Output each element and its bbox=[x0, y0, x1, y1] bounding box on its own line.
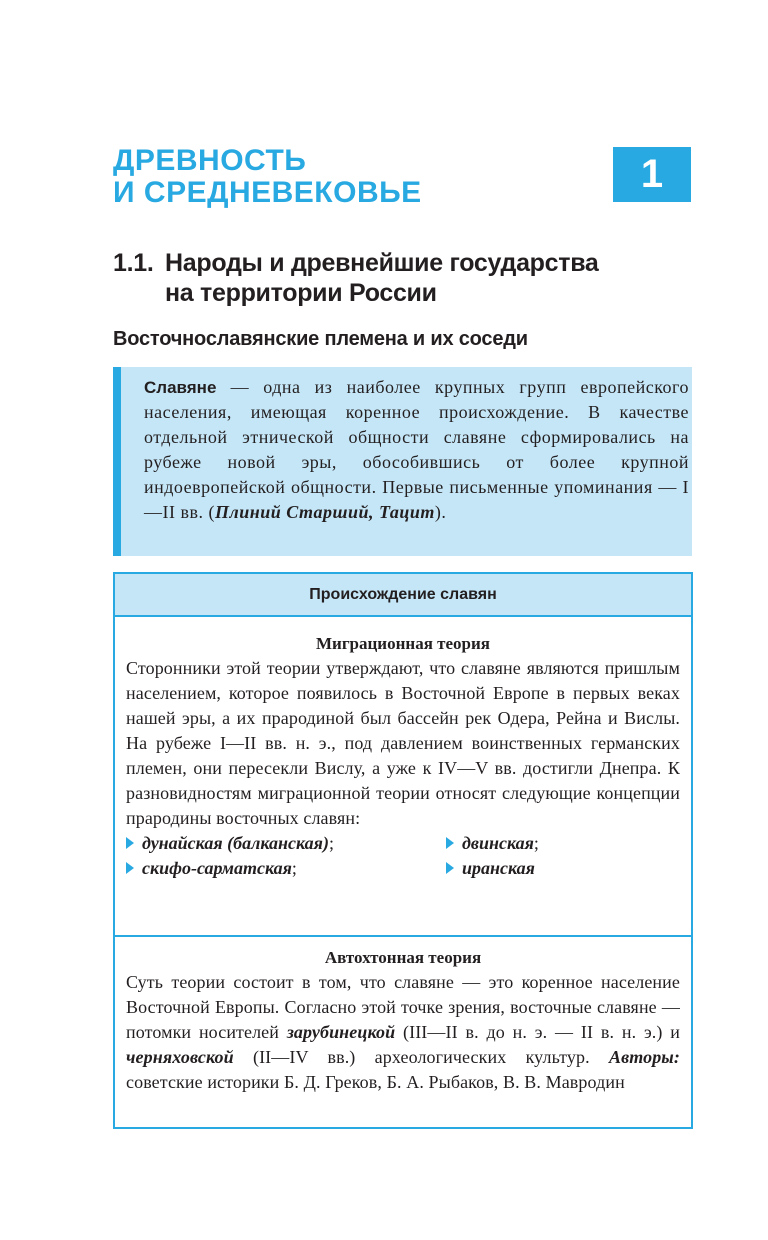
list-item bbox=[446, 831, 539, 856]
autochthonous-theory-cell bbox=[115, 937, 691, 1095]
concept-name: дунайская (балканская) bbox=[142, 833, 329, 853]
section-title-line-1: Народы и древнейшие государства bbox=[165, 249, 599, 277]
triangle-bullet-icon bbox=[446, 862, 454, 874]
list-item bbox=[126, 856, 297, 881]
definition-box bbox=[113, 367, 692, 556]
chapter-number-badge: 1 bbox=[613, 147, 691, 202]
origin-table bbox=[113, 572, 693, 1129]
triangle-bullet-icon bbox=[126, 837, 134, 849]
concept-name: двинская bbox=[462, 833, 534, 853]
authors-label: Авторы: bbox=[609, 1047, 680, 1067]
migration-theory-title: Миграционная теория bbox=[316, 634, 490, 653]
definition-term: Славяне bbox=[144, 378, 217, 397]
culture-chernyakhov: черняховской bbox=[126, 1047, 234, 1067]
concept-name: иранская bbox=[462, 858, 535, 878]
text-fragment: Суть теории состоит в том, что славяне — это коренное население Восточной Европы. Согласно этой точке зрения, восточные славяне — потомки носителей bbox=[126, 972, 680, 1042]
section-number: 1.1. bbox=[113, 249, 154, 277]
concept-sep: ; bbox=[533, 833, 539, 853]
concepts-list bbox=[126, 831, 680, 881]
list-item bbox=[446, 856, 535, 881]
list-item bbox=[126, 831, 334, 856]
definition-authors: Плиний Старший, Тацит bbox=[214, 502, 435, 522]
section-title bbox=[113, 248, 599, 308]
concept-name: скифо-сарматская bbox=[142, 858, 292, 878]
chapter-title-line-2: И СРЕДНЕВЕКОВЬЕ bbox=[113, 176, 422, 209]
definition-end: ). bbox=[434, 502, 447, 522]
definition-text bbox=[144, 375, 689, 525]
triangle-bullet-icon bbox=[126, 862, 134, 874]
table-header: Происхождение славян bbox=[115, 574, 691, 617]
chapter-title-line-1: ДРЕВНОСТЬ bbox=[113, 144, 307, 177]
autochthonous-theory-title: Автохтонная теория bbox=[324, 948, 482, 967]
concept-sep: ; bbox=[291, 858, 297, 878]
subsection-title: Восточнославянские племена и их соседи bbox=[113, 328, 528, 350]
section-title-line-2: на территории России bbox=[165, 279, 437, 307]
authors-list: советские историки Б. Д. Греков, Б. А. Рыбаков, В. В. Мавродин bbox=[126, 1072, 625, 1092]
culture-zarubinets: зарубинецкой bbox=[286, 1022, 396, 1042]
migration-theory-cell bbox=[115, 617, 691, 937]
concept-sep: ; bbox=[328, 833, 334, 853]
text-fragment: (II—IV вв.) археологических культур. bbox=[233, 1047, 609, 1067]
text-fragment: (III—II в. до н. э. — II в. н. э.) и bbox=[395, 1022, 681, 1042]
migration-theory-text: Сторонники этой теории утверждают, что славяне являются пришлым населением, которое появилось в Восточной Европе в первых веках нашей эры, а их прародиной был бассейн рек Одера, Рейна и Вислы. На рубеже I—II вв. н. э., под давлением воинственных германских племен, они пересекли Вислу, а уже к IV—V вв. достигли Днепра. К разновидностям миграционной теории относят следующие концепции прародины восточных славян: bbox=[126, 658, 680, 828]
autochthonous-theory-text bbox=[126, 970, 680, 1095]
definition-body: — одна из наиболее крупных групп европейского населения, имеющая коренное происхождение. В качестве отдельной этнической общности славяне сформировались на рубеже новой эры, обособившись от более крупной индоевропейской общности. Первые письменные упоминания — I—II вв. ( bbox=[144, 377, 689, 522]
chapter-title bbox=[113, 145, 422, 209]
triangle-bullet-icon bbox=[446, 837, 454, 849]
